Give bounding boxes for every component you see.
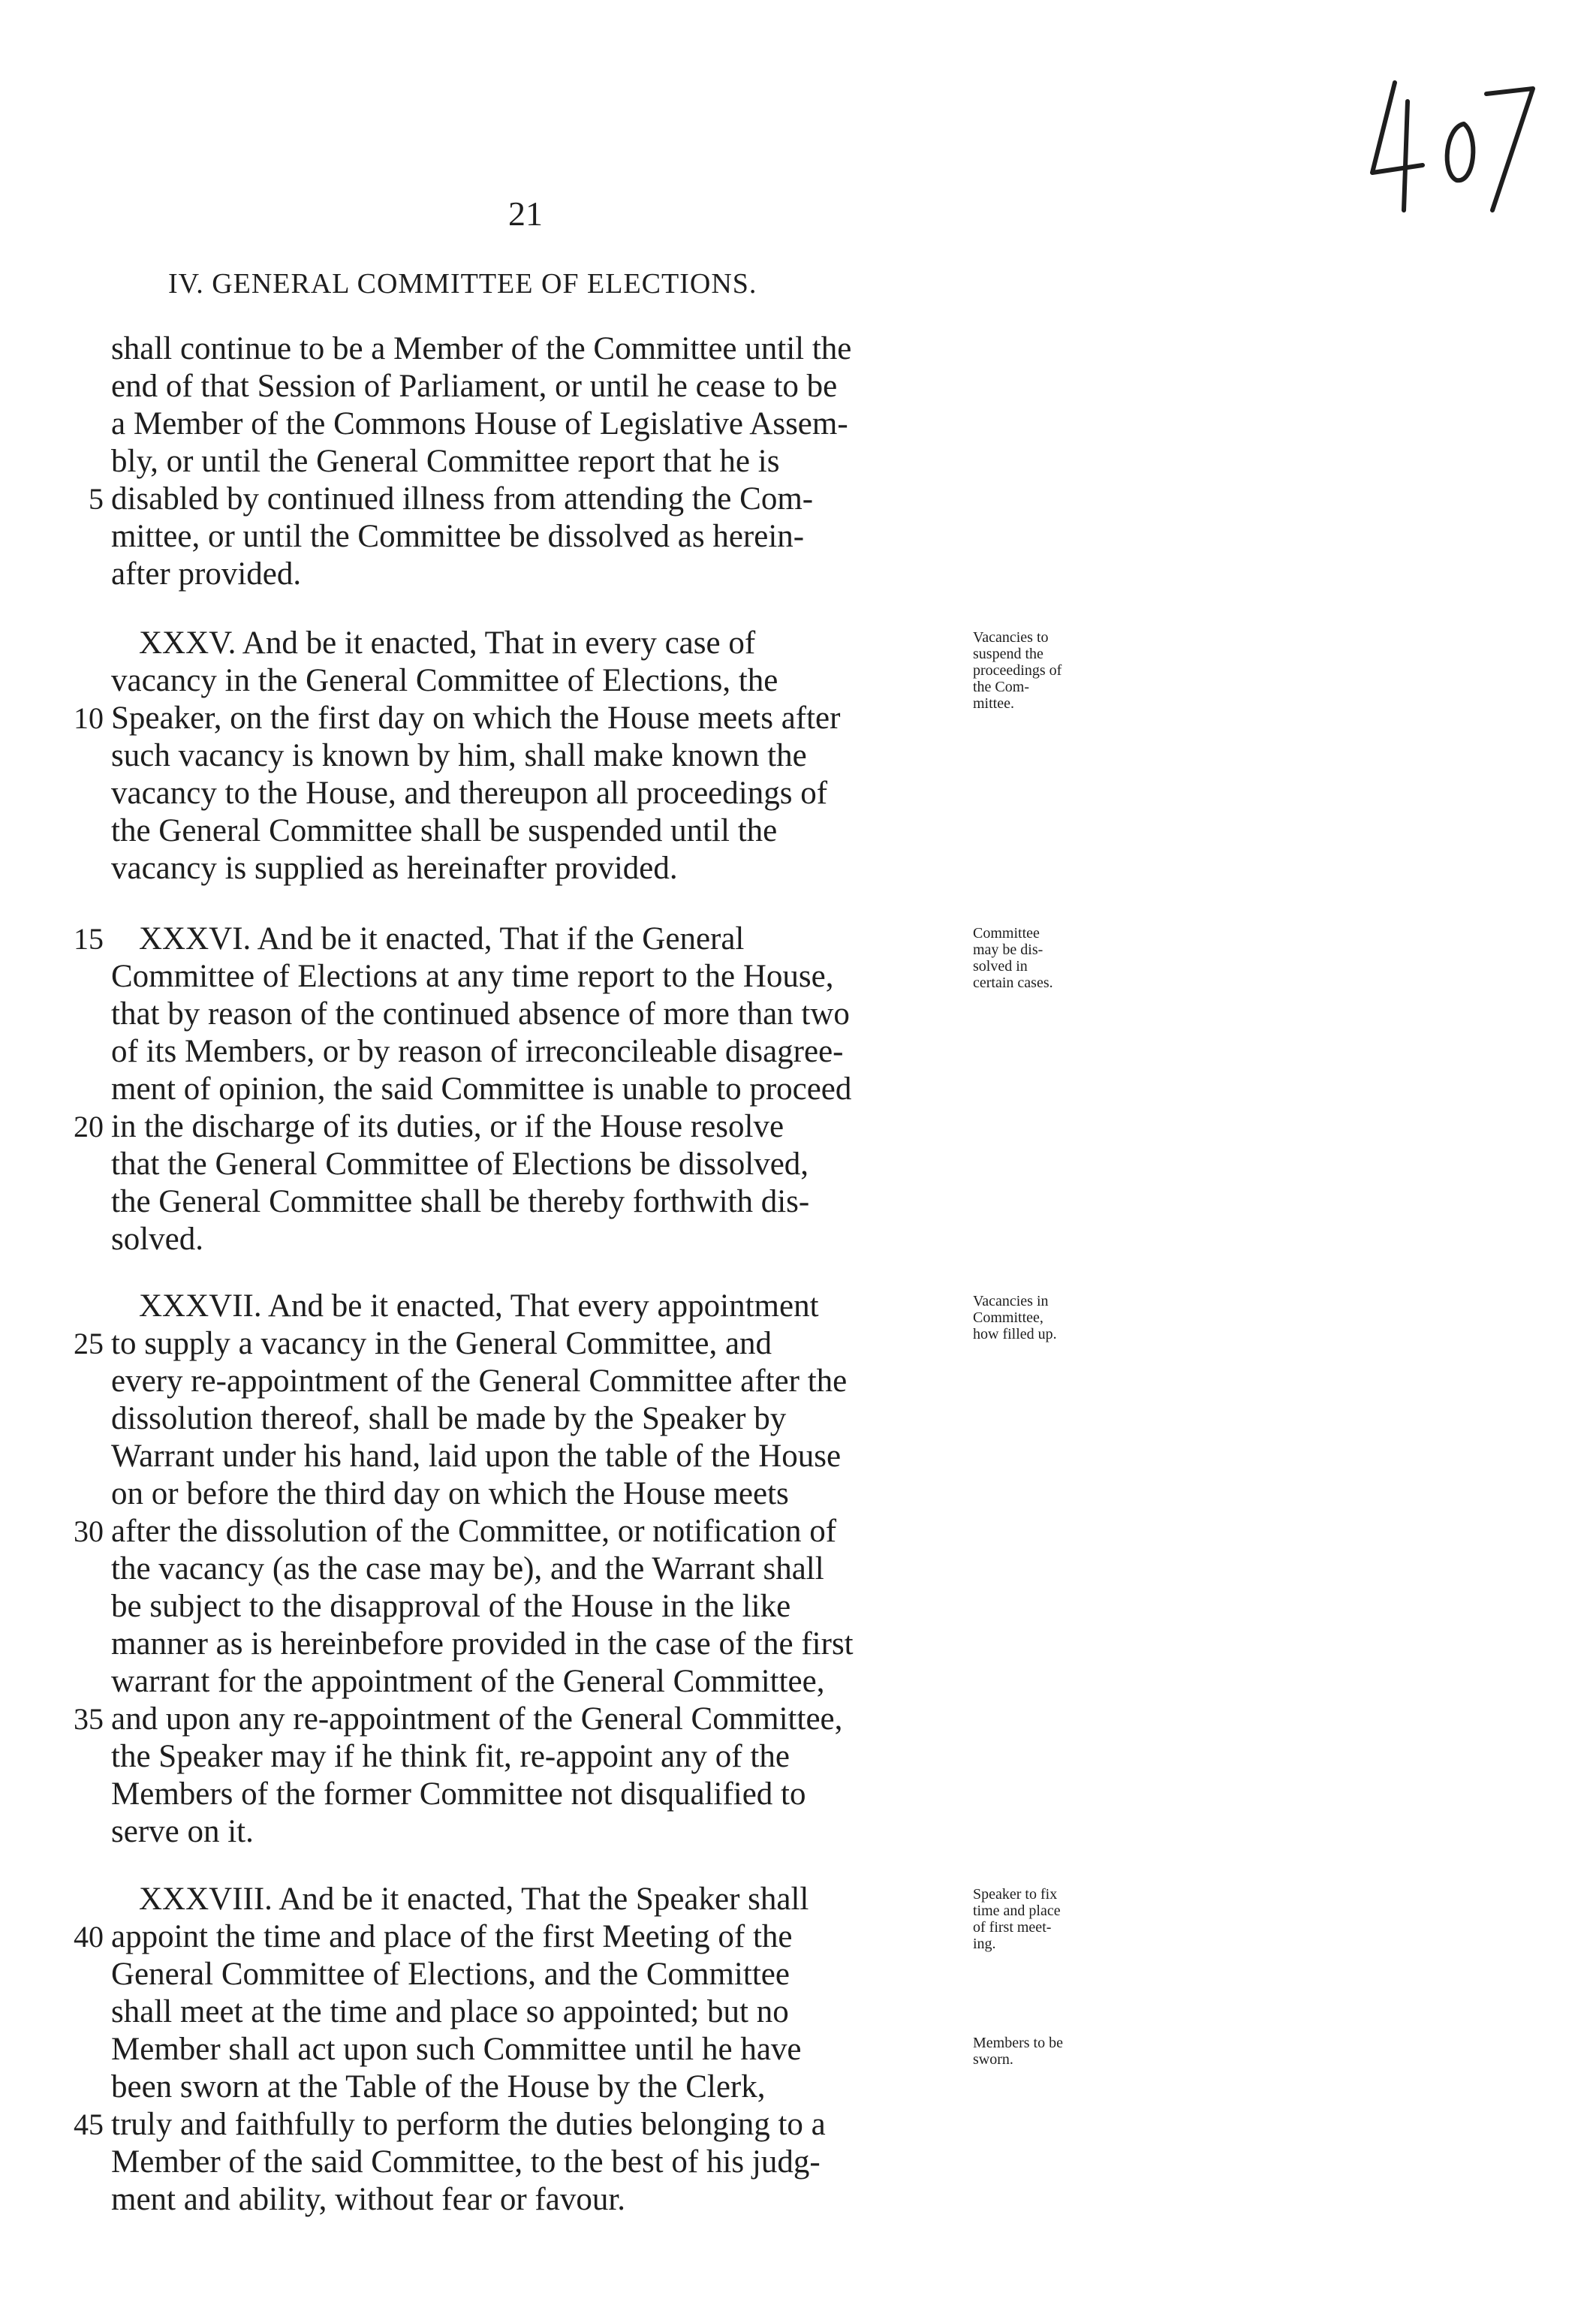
sidenote: Members to be sworn. <box>973 2035 1063 2068</box>
handwritten-folio-number <box>1366 60 1539 218</box>
line-number: 40 <box>74 1920 104 1954</box>
text-line: ment of opinion, the said Committee is unable to proceed <box>111 1071 852 1107</box>
text-line: shall meet at the time and place so appointed; but no <box>111 1994 789 2029</box>
text-line: Member shall act upon such Committee until he have <box>111 2032 802 2067</box>
text-line: in the discharge of its duties, or if the House resolve <box>111 1109 784 1144</box>
sidenote: Vacancies to suspend the proceedings of the Com- mittee. <box>973 629 1062 712</box>
text-line: dissolution thereof, shall be made by the Speaker by <box>111 1401 787 1436</box>
section-heading-line: XXXVII. And be it enacted, That every appointment <box>139 1288 819 1324</box>
page-number: 21 <box>508 194 543 233</box>
text-line: such vacancy is known by him, shall make known the <box>111 738 807 773</box>
sidenote: Committee may be dis- solved in certain cases. <box>973 925 1053 991</box>
text-line: vacancy to the House, and thereupon all proceedings of <box>111 776 828 811</box>
line-number: 5 <box>89 482 104 516</box>
text-line: that by reason of the continued absence of more than two <box>111 996 850 1032</box>
running-head: IV. GENERAL COMMITTEE OF ELECTIONS. <box>168 268 757 300</box>
text-line: Warrant under his hand, laid upon the table of the House <box>111 1439 842 1474</box>
text-line: shall continue to be a Member of the Committee until the <box>111 331 852 366</box>
text-line: a Member of the Commons House of Legislative Assem- <box>111 406 848 441</box>
line-number: 15 <box>74 922 104 956</box>
text-line: after provided. <box>111 556 302 592</box>
text-line: serve on it. <box>111 1814 254 1849</box>
text-line: on or before the third day on which the House meets <box>111 1476 789 1511</box>
sidenote: Vacancies in Committee, how filled up. <box>973 1293 1057 1342</box>
text-line: that the General Committee of Elections be dissolved, <box>111 1146 809 1182</box>
text-line: warrant for the appointment of the General Committee, <box>111 1664 825 1699</box>
text-line: manner as is hereinbefore provided in the case of the first <box>111 1626 854 1662</box>
text-line: disabled by continued illness from attending the Com- <box>111 481 814 517</box>
text-line: every re-appointment of the General Committee after the <box>111 1363 848 1399</box>
text-line: solved. <box>111 1222 204 1257</box>
text-line: the Speaker may if he think fit, re-appoint any of the <box>111 1739 790 1774</box>
text-line: to supply a vacancy in the General Committee, and <box>111 1326 772 1361</box>
line-number: 45 <box>74 2108 104 2141</box>
text-line: vacancy in the General Committee of Elections, the <box>111 663 778 698</box>
text-line: Members of the former Committee not disqualified to <box>111 1776 806 1812</box>
text-line: be subject to the disapproval of the House in the like <box>111 1589 791 1624</box>
text-line: been sworn at the Table of the House by the Clerk, <box>111 2069 766 2105</box>
text-line: end of that Session of Parliament, or until he cease to be <box>111 369 838 404</box>
text-line: mittee, or until the Committee be dissolved as herein- <box>111 519 805 554</box>
text-line: bly, or until the General Committee report that he is <box>111 444 780 479</box>
text-line: after the dissolution of the Committee, or notification of <box>111 1514 837 1549</box>
text-line: the vacancy (as the case may be), and the Warrant shall <box>111 1551 824 1586</box>
line-number: 35 <box>74 1702 104 1736</box>
line-number: 20 <box>74 1110 104 1143</box>
text-line: appoint the time and place of the first Meeting of the <box>111 1919 793 1954</box>
section-heading-line: XXXVI. And be it enacted, That if the General <box>139 921 745 957</box>
section-heading-line: XXXVIII. And be it enacted, That the Speaker shall <box>139 1882 809 1917</box>
section-heading-line: XXXV. And be it enacted, That in every case of <box>139 625 756 661</box>
text-line: and upon any re-appointment of the General Committee, <box>111 1701 843 1737</box>
text-line: Speaker, on the first day on which the House meets after <box>111 701 841 736</box>
text-line: General Committee of Elections, and the Committee <box>111 1957 790 1992</box>
line-number: 25 <box>74 1327 104 1360</box>
text-line: of its Members, or by reason of irreconcileable disagree- <box>111 1034 844 1069</box>
text-line: the General Committee shall be thereby forthwith dis- <box>111 1184 810 1219</box>
line-number: 10 <box>74 701 104 735</box>
text-line: vacancy is supplied as hereinafter provided. <box>111 851 678 886</box>
text-line: ment and ability, without fear or favour. <box>111 2182 626 2217</box>
text-line: Member of the said Committee, to the best of his judg- <box>111 2144 821 2180</box>
text-line: truly and faithfully to perform the duties belonging to a <box>111 2107 826 2142</box>
sidenote: Speaker to fix time and place of first meet- ing. <box>973 1886 1061 1952</box>
text-line: Committee of Elections at any time report to the House, <box>111 959 834 994</box>
text-line: the General Committee shall be suspended until the <box>111 813 778 848</box>
line-number: 30 <box>74 1514 104 1548</box>
